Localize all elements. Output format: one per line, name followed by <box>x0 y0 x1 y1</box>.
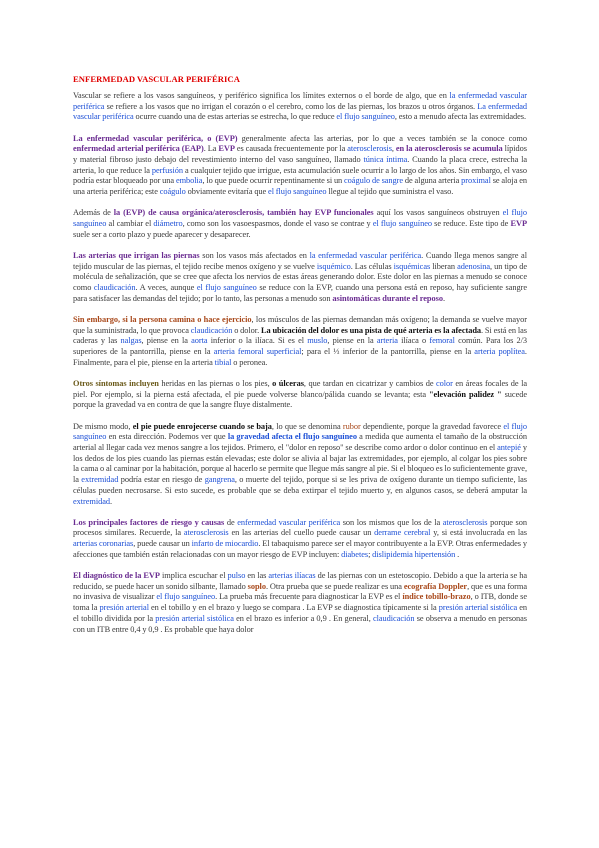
body-text: en el brazo es inferior a 0,9 . En general, <box>233 613 373 623</box>
term-link[interactable]: arteria <box>376 336 398 346</box>
body-text: en el tobillo dividida por la <box>73 603 527 623</box>
body-text: de las piernas con un estetoscopio. Debido a que la arteria se ha reducido, se puede hacer un sonido silbante, llamado <box>73 571 527 591</box>
paragraph-7 <box>73 422 527 508</box>
emphasis-text: la gravedad afecta el flujo sanguíneo <box>227 432 357 442</box>
term-link[interactable]: isquémicas <box>393 261 431 271</box>
emphasis-text: "elevación palidez " <box>428 389 502 399</box>
body-text: , los músculos de las piernas demandan más oxígeno; la demanda se vuelve mayor que la suministrada, lo que provoca <box>73 314 528 335</box>
term-link[interactable]: el flujo sanguíneo <box>73 208 527 229</box>
body-text: . Finalmente, para el pie, piense en la arteria <box>73 347 527 367</box>
emphasis-text: La enfermedad vascular periférica, o (EVP) <box>73 133 238 143</box>
body-text: , piense en la <box>327 336 377 346</box>
body-text: Vascular se refiere a los vasos sanguíneos, y periférico significa los límites externos o el borde de algo, que en <box>73 91 450 100</box>
body-text: . La prueba más frecuente para diagnosticar la EVP es el <box>215 592 403 602</box>
body-text: se observa a menudo en personas con un ITB entre 0,4 y 0,9 . Es probable que haya dolor <box>73 613 527 634</box>
term-link[interactable]: arteria femoral superficial <box>213 347 302 357</box>
term-link[interactable]: antepié <box>497 442 521 452</box>
body-text: ocurre cuando una de estas arterias se estrecha, lo que reduce <box>133 112 337 122</box>
body-text: . <box>110 496 113 506</box>
term-link[interactable]: aterosclerosis <box>183 528 229 538</box>
term-link[interactable]: coágulo <box>159 187 186 197</box>
emphasis-text: en la aterosclerosis se acumula <box>395 144 503 154</box>
term-link[interactable]: infarto de miocardio <box>191 539 259 549</box>
body-text: a medida que aumenta el tamaño de la obstrucción arterial al llegar cada vez menos sangre a los tejidos. Primero, el "dolor en reposo" se describe como ardor o dolor continuo en el <box>73 432 527 452</box>
term-link[interactable]: color <box>436 378 453 388</box>
term-link[interactable]: aterosclerosis <box>347 144 392 154</box>
term-link[interactable]: dislipidemia hipertensión <box>372 549 456 559</box>
body-text: o dolor. <box>232 325 261 335</box>
paragraph-4 <box>73 251 527 305</box>
term-link[interactable]: extremidad <box>73 496 111 506</box>
body-text: y, si está involucrada en las <box>430 528 528 538</box>
body-text: . Cuando llega menos sangre al tejido muscular de las piernas, el tejido recibe menos oxígeno y se vuelve <box>73 250 527 271</box>
body-text: . La <box>203 144 219 154</box>
body-text: dependiente, porque la gravedad favorece <box>360 421 504 431</box>
term-link[interactable]: gangrena <box>204 475 235 485</box>
term-link[interactable]: derrame cerebral <box>374 528 431 538</box>
body-text: común. Para los 2/3 superiores de la pantorrilla, piense en la <box>73 336 527 357</box>
body-text: . El tabaquismo parece ser el mayor contribuyente a la EVP. Otras enfermedades y afecciones que también están relacionadas con un mayor riesgo de EVP incluyen: <box>73 539 527 559</box>
emphasis-text: Los principales factores de riesgo y causas <box>73 517 225 527</box>
paragraph-6 <box>73 379 527 411</box>
body-text: , <box>391 144 396 154</box>
term-link[interactable]: el flujo sanguíneo <box>372 219 432 229</box>
body-text: de <box>224 517 238 527</box>
body-text: al cambiar el <box>106 219 154 229</box>
body-text: . Si está en las caderas y las <box>73 325 527 346</box>
body-text: . <box>442 293 446 303</box>
term-link[interactable]: nalgas <box>120 336 142 346</box>
body-text: heridas en las piernas o los pies, <box>158 378 273 388</box>
term-link[interactable]: muslo <box>307 336 328 346</box>
term-link[interactable]: proximal <box>461 176 491 186</box>
term-link[interactable]: coágulo de sangre <box>344 176 404 186</box>
body-text: ; <box>368 549 373 559</box>
body-text: , que es una forma no invasiva de visualizar <box>73 581 527 602</box>
term-link[interactable]: el flujo sanguíneo <box>268 187 327 197</box>
body-text: , o muerte del tejido, porque si se les priva de oxígeno durante un tiempo suficiente, las células pueden necrosarse. Si esto sucede, es probable que se deba extirpar el tejido muerto y, en algunos casos, se deberá amputar la <box>73 475 527 495</box>
term-link[interactable]: diabetes <box>341 549 369 559</box>
emphasis-text: índice tobillo-brazo <box>402 592 471 602</box>
term-link[interactable]: aterosclerosis <box>442 517 488 527</box>
emphasis-text: el pie puede enrojecerse cuando se baja <box>132 421 272 431</box>
term-link[interactable]: claudicación <box>93 283 136 293</box>
body-text: en esta dirección. Podemos ver que <box>106 432 228 442</box>
term-link[interactable]: el flujo sanguíneo <box>73 421 528 442</box>
term-link[interactable]: perfusión <box>151 165 183 175</box>
body-text: aquí los vasos sanguíneos obstruyen <box>373 208 503 218</box>
paragraph-9 <box>73 571 527 635</box>
term-link[interactable]: el flujo sanguíneo <box>196 283 257 293</box>
term-link[interactable]: la enfermedad vascular periférica <box>309 250 422 260</box>
body-text: obviamente evitaría que <box>185 187 269 197</box>
body-text: Además de <box>73 208 114 218</box>
emphasis-text: rubor <box>342 421 361 431</box>
body-text: de alguna arteria <box>403 176 462 186</box>
body-text: sucede porque la gravedad va en contra de que la sangre fluye distalmente. <box>73 389 527 410</box>
emphasis-text: o úlceras <box>272 378 304 388</box>
body-text: liberan <box>430 261 458 271</box>
emphasis-text: El diagnóstico de la EVP <box>73 571 160 581</box>
body-text: y los dedos de los pies cuando las piernas están elevadas; este dolor se alivia al bajar las extremidades, por ejemplo, al colgar los pies sobre la cama o al caminar por la habitación, porque al hacerlo se permite que llegue más sangre al pie. Si el bloqueo es lo suficientemente grave, la <box>73 442 527 485</box>
term-link[interactable]: femoral <box>429 336 455 346</box>
body-text: son los vasos más afectados en <box>199 250 310 260</box>
body-text: se reduce. Este tipo de <box>431 219 511 229</box>
term-link[interactable]: extremidad <box>81 475 119 485</box>
body-text: De mismo modo, <box>73 421 133 431</box>
paragraph-5 <box>73 315 527 369</box>
term-link[interactable]: arterias ilíacas <box>268 571 316 581</box>
emphasis-text: Las arterias que irrigan las piernas <box>73 250 200 260</box>
body-text: lípidos y material fibroso justo debajo del revestimiento interno del vaso sanguíneo, llamado <box>73 144 527 165</box>
term-link[interactable]: aorta <box>191 336 208 346</box>
body-text: en el tobillo y en el brazo y luego se compara . La EVP se diagnostica típicamente si la <box>148 603 439 613</box>
emphasis-text: EVP <box>218 144 235 154</box>
term-link[interactable]: claudicación <box>190 325 233 335</box>
body-text: en las arterias del cuello puede causar un <box>228 528 375 538</box>
body-text: , como son los vasoespasmos, donde el vaso se contrae y <box>182 219 373 229</box>
body-text: son los mismos que los de la <box>340 517 443 527</box>
paragraph-2 <box>73 134 527 198</box>
body-text: generalmente afecta las arterias, por lo que a veces también se la conoce como <box>237 133 527 143</box>
body-text: , puede causar un <box>133 539 192 549</box>
body-text: a cualquier tejido que irrigue, esta acumulación suele ocurrir a lo largo de los años. Sin embargo, el vaso podría estar bloqueado por una <box>73 165 527 186</box>
emphasis-text: asintomáticas durante el reposo <box>332 293 443 303</box>
body-text: , esto a menudo afecta las extremidades. <box>394 112 527 122</box>
term-link[interactable]: isquémico <box>316 261 351 271</box>
document-page <box>73 74 527 646</box>
term-link[interactable]: claudicación <box>372 613 415 623</box>
body-text: implica escuchar el <box>159 571 228 581</box>
term-link[interactable]: túnica íntima <box>363 155 408 165</box>
emphasis-text: Sin embargo, si la persona camina o hace ejercicio <box>73 314 252 324</box>
emphasis-text: La ubicación del dolor es una pista de qué arteria es la afectada <box>260 325 482 335</box>
body-text: , o ITB, donde se toma la <box>73 592 527 613</box>
body-text: , que tardan en cicatrizar y cambios de <box>303 378 436 388</box>
body-text: , lo que se denomina <box>271 421 343 431</box>
term-link[interactable]: presión arterial sistólica <box>155 613 234 623</box>
body-text: . Las células <box>350 261 394 271</box>
term-link[interactable]: pulso <box>227 571 246 581</box>
body-text: o peronea. <box>231 357 268 367</box>
term-link[interactable]: el flujo sanguíneo <box>156 592 216 602</box>
body-text: , lo que puede ocurrir repentinamente si un <box>202 176 345 186</box>
body-text: se reduce con la EVP, cuando una persona está en reposo, hay suficiente sangre para satisfacer las demandas del tejido; por lo tanto, las personas a menudo son <box>73 283 527 303</box>
body-text: . Otra prueba que se puede realizar es una <box>265 581 404 591</box>
body-text: podría estar en riesgo de <box>118 475 205 485</box>
body-text: . <box>455 549 460 559</box>
body-text: se aloja en una arteria periférica; este <box>73 176 527 197</box>
body-text: . A veces, aunque <box>135 283 197 293</box>
document-body <box>73 91 527 635</box>
term-link[interactable]: el flujo sanguíneo <box>336 112 395 122</box>
term-link[interactable]: La enfermedad vascular periférica <box>73 101 527 122</box>
term-link[interactable]: tibial <box>214 357 232 367</box>
body-text: inferior o la ilíaca. Si es el <box>207 336 308 346</box>
emphasis-text: EVP <box>510 219 528 229</box>
term-link[interactable]: embolia <box>175 176 203 186</box>
body-text: es causada frecuentemente por la <box>234 144 348 154</box>
emphasis-text: Otros síntomas incluyen <box>73 378 159 388</box>
term-link[interactable]: presión arterial sistólica <box>438 603 518 613</box>
term-link[interactable]: arterias coronarias <box>73 539 134 549</box>
document-title: ENFERMEDAD VASCULAR PERIFÉRICA <box>73 74 240 84</box>
paragraph-1 <box>73 91 527 123</box>
emphasis-text: enfermedad arterial periférica (EAP) <box>73 144 204 154</box>
body-text: suele ser a corto plazo y puede aparecer y desaparecer. <box>73 229 251 239</box>
term-link[interactable]: enfermedad vascular periférica <box>237 517 341 527</box>
paragraph-3 <box>73 208 527 240</box>
body-text: en áreas focales de la piel. Por ejemplo, si la pierna está afectada, el pie puede volverse blanco/pálida cuando se levanta; esta <box>73 378 527 399</box>
body-text: . Cuando la placa crece, estrecha la arteria, lo que reduce la <box>73 155 527 175</box>
body-text: , piense en la <box>141 336 192 346</box>
body-text: ilíaca o <box>397 336 430 346</box>
term-link[interactable]: arteria poplítea <box>474 347 525 357</box>
body-text: porque son procesos similares. Recuerde, la <box>73 517 528 538</box>
emphasis-text: ecografía Doppler <box>403 581 468 591</box>
body-text: en las <box>245 571 269 581</box>
term-link[interactable]: adenosina <box>457 261 491 271</box>
term-link[interactable]: presión arterial <box>99 603 149 613</box>
body-text: ; para el ⅓ inferior de la pantorrilla, piense en la <box>301 347 475 357</box>
body-text: llegue al tejido que suministra el vaso. <box>326 187 454 197</box>
term-link[interactable]: la enfermedad vascular periférica <box>73 91 527 111</box>
body-text: , un tipo de molécula de señalización, que se cree que afecta los nervios de estas áreas generando dolor. Este dolor en las piernas a menudo se conoce como <box>73 261 528 293</box>
body-text: se refiere a los vasos que no irrigan el corazón o el cerebro, como los de las piernas, los brazos u otros órganos. <box>104 101 478 111</box>
emphasis-text: la (EVP) de causa orgánica/aterosclerosis, también hay EVP funcionales <box>113 208 374 218</box>
term-link[interactable]: diámetro <box>153 219 183 229</box>
paragraph-8 <box>73 518 527 561</box>
emphasis-text: soplo <box>247 581 266 591</box>
